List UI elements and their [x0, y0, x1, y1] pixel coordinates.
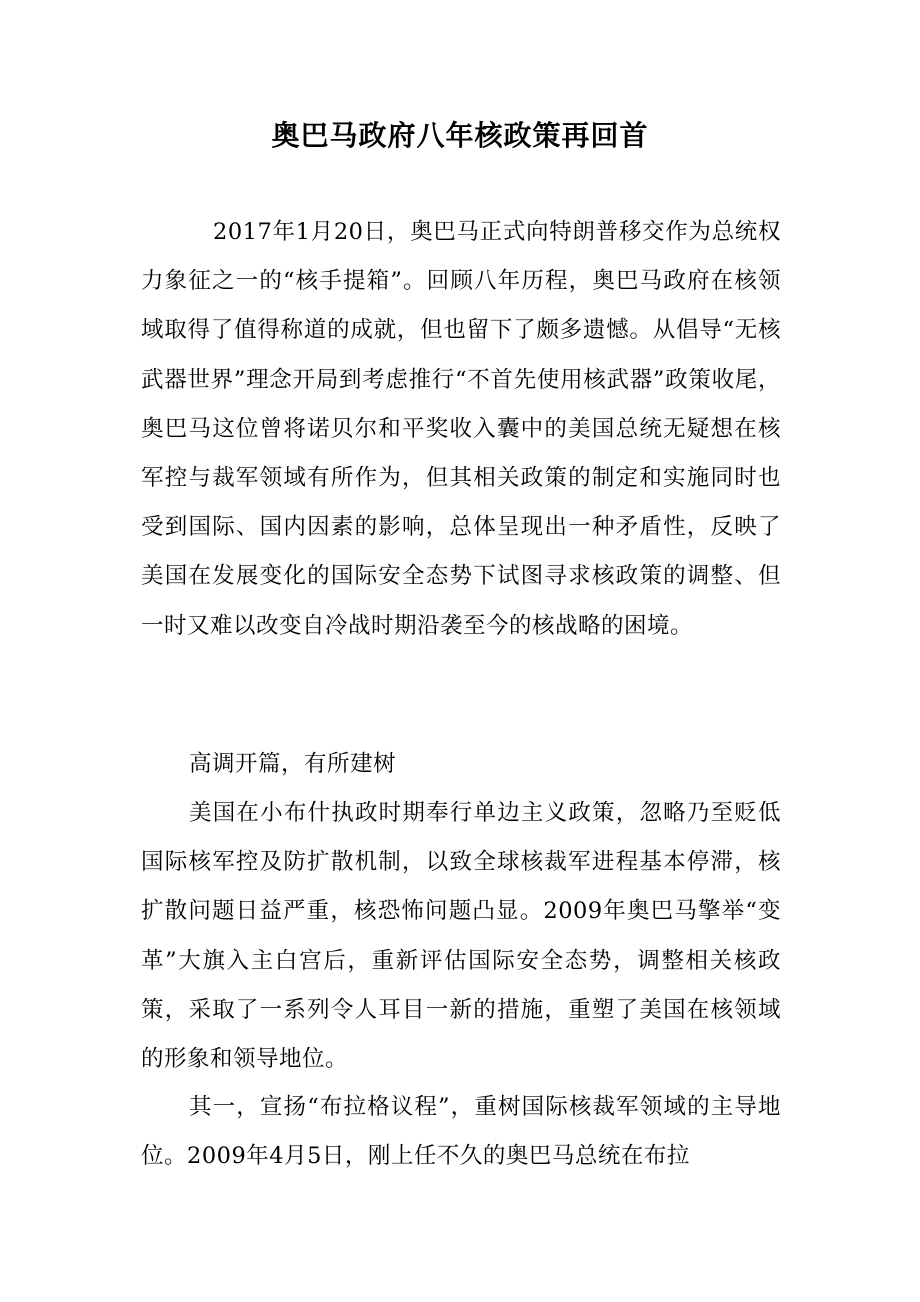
section-heading: 高调开篇，有所建树: [189, 751, 397, 777]
page-title: 奥巴马政府八年核政策再回首: [271, 119, 649, 152]
section-paragraph-2: 其一，宣扬“布拉格议程”，重树国际核裁军领域的主导地位。2009年4月5日，刚上任不久的奥巴马总统在布拉: [141, 1094, 781, 1170]
section-paragraph-1: 美国在小布什执政时期奉行单边主义政策，忽略乃至贬低国际核军控及防扩散机制，以致全球核裁军进程基本停滞，核扩散问题日益严重，核恐怖问题凸显。2009年奥巴马擎举“变革”大旗入主白宫后，重新评估国际安全态势，调整相关核政策，采取了一系列令人耳目一新的措施，重塑了美国在核领域的形象和领导地位。: [141, 800, 781, 1073]
intro-paragraph: 2017年1月20日，奥巴马正式向特朗普移交作为总统权力象征之一的“核手提箱”。回顾八年历程，奥巴马政府在核领域取得了值得称道的成就，但也留下了颇多遗憾。从倡导“无核武器世界”理念开局到考虑推行“不首先使用核武器”政策收尾，奥巴马这位曾将诺贝尔和平奖收入囊中的美国总统无疑想在核军控与裁军领域有所作为，但其相关政策的制定和实施同时也受到国际、国内因素的影响，总体呈现出一种矛盾性，反映了美国在发展变化的国际安全态势下试图寻求核政策的调整、但一时又难以改变自冷战时期沿袭至今的核战略的困境。: [141, 219, 781, 639]
